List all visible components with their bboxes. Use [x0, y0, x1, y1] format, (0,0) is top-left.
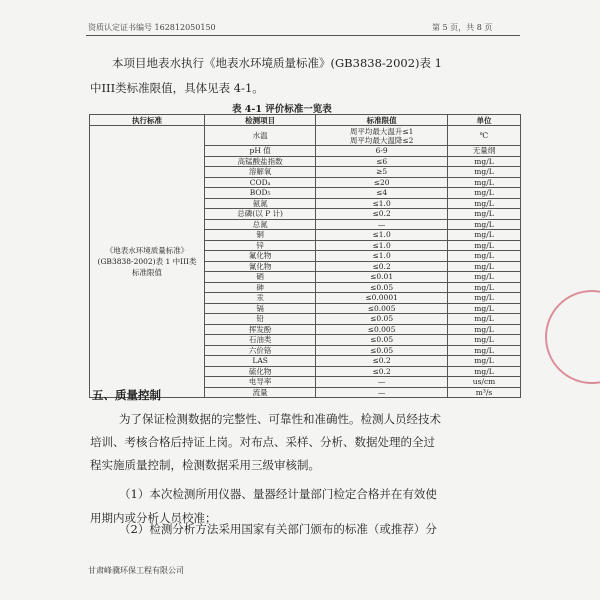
header-unit: 单位	[448, 115, 521, 126]
unit-cell: mg/L	[448, 177, 521, 188]
unit-cell: mg/L	[448, 282, 521, 293]
item-cell: 挥发酚	[205, 324, 316, 335]
intro-line-2: 中III类标准限值，具体见表 4-1。	[90, 81, 264, 95]
unit-cell: mg/L	[448, 198, 521, 209]
limit-cell: ≤0.0001	[316, 293, 448, 304]
item-cell: BOD₅	[205, 188, 316, 199]
unit-cell: mg/L	[448, 219, 521, 230]
item-cell: 总氮	[205, 219, 316, 230]
limit-cell: ≤1.0	[316, 230, 448, 241]
table-caption: 表 4-1 评价标准一览表	[232, 104, 332, 115]
unit-cell: mg/L	[448, 366, 521, 377]
paragraph-line: （1）本次检测所用仪器、量器经计量部门检定合格并在有效使	[119, 487, 437, 501]
header-standard: 执行标准	[90, 115, 205, 126]
unit-cell: mg/L	[448, 324, 521, 335]
limit-cell: ≤0.05	[316, 335, 448, 346]
limit-cell: ≤0.2	[316, 261, 448, 272]
item-cell: 硒	[205, 272, 316, 283]
item-cell: 氨氮	[205, 198, 316, 209]
unit-cell: mg/L	[448, 293, 521, 304]
item-cell: 铜	[205, 230, 316, 241]
item-cell: 硫化物	[205, 366, 316, 377]
unit-cell: mg/L	[448, 335, 521, 346]
item-cell: 砷	[205, 282, 316, 293]
item-cell: 汞	[205, 293, 316, 304]
item-cell: 锌	[205, 240, 316, 251]
limit-cell: ≤4	[316, 188, 448, 199]
limit-cell: —	[316, 219, 448, 230]
unit-cell: mg/L	[448, 156, 521, 167]
item-cell: 镉	[205, 303, 316, 314]
limit-cell: ≤6	[316, 156, 448, 167]
limit-cell: ≤1.0	[316, 198, 448, 209]
item-cell: 溶解氧	[205, 167, 316, 178]
intro-line-1: 本项目地表水执行《地表水环境质量标准》(GB3838-2002)表 1	[112, 56, 442, 70]
limit-cell: 6-9	[316, 146, 448, 157]
unit-cell: mg/L	[448, 314, 521, 325]
item-cell: CODₐ	[205, 177, 316, 188]
limit-cell: ≤20	[316, 177, 448, 188]
limit-cell: —	[316, 387, 448, 398]
item-cell: 石油类	[205, 335, 316, 346]
limit-cell: ≤0.2	[316, 209, 448, 220]
limit-cell: ≤0.05	[316, 282, 448, 293]
unit-cell: mg/L	[448, 209, 521, 220]
page-number: 第 5 页，共 8 页	[432, 23, 493, 32]
item-cell: 电导率	[205, 377, 316, 388]
table-row	[90, 126, 521, 146]
limit-line-1: 周平均最大温升≤1	[349, 126, 414, 136]
limit-cell: ≥5	[316, 167, 448, 178]
unit-cell: mg/L	[448, 356, 521, 367]
unit-cell: mg/L	[448, 251, 521, 262]
item-cell: 流量	[205, 387, 316, 398]
unit-cell: mg/L	[448, 167, 521, 178]
paragraph-line: 用期内或分析人员校准；	[90, 511, 217, 525]
item-cell: 水温	[205, 126, 316, 146]
item-cell: 铅	[205, 314, 316, 325]
item-cell: 氰化物	[205, 261, 316, 272]
limit-cell: ≤1.0	[316, 251, 448, 262]
limit-cell: ≤0.01	[316, 272, 448, 283]
unit-cell: m³/s	[448, 387, 521, 398]
limit-line-2: 周平均最大温降≤2	[349, 135, 414, 145]
unit-cell: mg/L	[448, 261, 521, 272]
item-cell: LAS	[205, 356, 316, 367]
header-limit: 标准限值	[316, 115, 448, 126]
certificate-number: 资质认定证书编号 162812050150	[88, 23, 216, 32]
table-body	[90, 126, 521, 398]
header-item: 检测项目	[205, 115, 316, 126]
item-cell: 总磷(以 P 计)	[205, 209, 316, 220]
item-cell: 高锰酸盐指数	[205, 156, 316, 167]
standards-table	[89, 114, 521, 398]
paragraph-line: 程实施质量控制，检测数据采用三级审核制。	[90, 458, 320, 472]
unit-cell: 无量纲	[448, 146, 521, 157]
limit-cell: ≤0.005	[316, 303, 448, 314]
paragraph-line: （2）检测分析方法采用国家有关部门颁布的标准（或推荐）分	[119, 522, 437, 536]
unit-cell: us/cm	[448, 377, 521, 388]
limit-cell: ≤1.0	[316, 240, 448, 251]
paragraph-line: 为了保证检测数据的完整性、可靠性和准确性。检测人员经技术	[119, 412, 441, 426]
unit-cell: mg/L	[448, 230, 521, 241]
unit-cell: mg/L	[448, 240, 521, 251]
section-title: 五、质量控制	[92, 388, 161, 402]
item-cell: 六价铬	[205, 345, 316, 356]
unit-cell: ℃	[448, 126, 521, 146]
unit-cell: mg/L	[448, 272, 521, 283]
company-seal	[545, 290, 600, 384]
standard-name-cell: 《地表水环境质量标准》(GB3838-2002)表 1 中III类标准限值	[90, 126, 205, 398]
company-footer: 甘肃峰骥环保工程有限公司	[88, 566, 184, 575]
limit-cell: ≤0.005	[316, 324, 448, 335]
item-cell: pH 值	[205, 146, 316, 157]
limit-cell: ≤0.2	[316, 356, 448, 367]
unit-cell: mg/L	[448, 188, 521, 199]
paragraph-line: 培训、考核合格后持证上岗。对布点、采样、分析、数据处理的全过	[90, 435, 435, 449]
limit-cell: ≤0.05	[316, 314, 448, 325]
limit-cell: ≤0.2	[316, 366, 448, 377]
header-divider	[86, 35, 520, 36]
unit-cell: mg/L	[448, 303, 521, 314]
limit-cell	[316, 126, 448, 146]
limit-cell: ≤0.05	[316, 345, 448, 356]
item-cell: 氟化物	[205, 251, 316, 262]
unit-cell: mg/L	[448, 345, 521, 356]
limit-cell: —	[316, 377, 448, 388]
